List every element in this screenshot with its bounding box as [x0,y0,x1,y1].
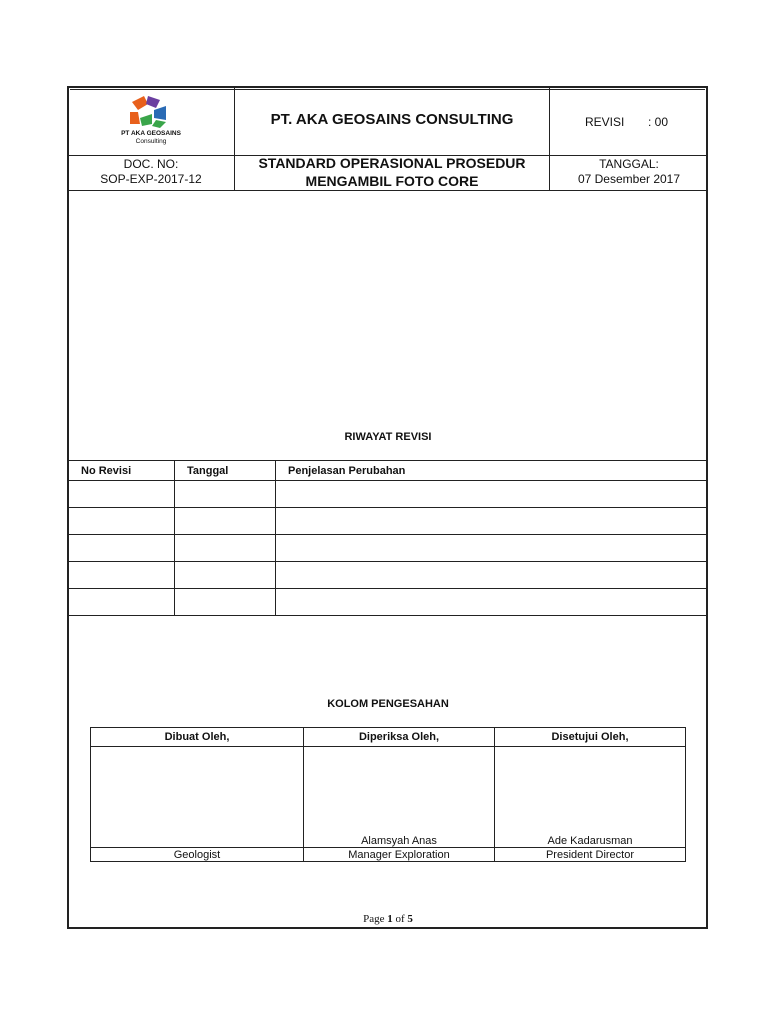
table-cell [276,481,708,508]
approval-header-row [91,728,686,747]
table-cell [175,562,276,589]
table-row [69,562,708,589]
table-cell [175,589,276,616]
frame-inner-line [70,89,705,90]
table-row [69,481,708,508]
table-cell [69,508,175,535]
approval-col-diperiksa: Diperiksa Oleh, [304,728,495,747]
table-cell [69,589,175,616]
date-value: 07 Desember 2017 [577,172,681,186]
approval-table [90,727,686,862]
revision-label: REVISI [585,115,625,129]
page-number [68,913,708,925]
col-header-tanggal: Tanggal [175,461,276,481]
page-total: 5 [407,913,413,925]
role-dibuat: Geologist [91,848,304,862]
logo-text-primary: PT AKA GEOSAINS [121,130,181,137]
document-title-line1: STANDARD OPERASIONAL PROSEDUR [258,155,526,171]
page-prefix: Page [363,913,388,925]
table-row [69,589,708,616]
header-bottom-line [68,190,708,191]
table-row [69,508,708,535]
table-cell [276,535,708,562]
col-header-penjelasan: Penjelasan Perubahan [276,461,708,481]
approval-col-disetujui: Disetujui Oleh, [495,728,686,747]
page-of: of [392,913,408,925]
signature-name-diperiksa: Alamsyah Anas [304,747,495,848]
approval-col-dibuat: Dibuat Oleh, [91,728,304,747]
logo-text-secondary: Consulting [135,138,167,145]
frame-bottom-line [67,927,708,931]
table-cell [276,562,708,589]
table-cell [175,481,276,508]
document-title-line2: MENGAMBIL FOTO CORE [305,173,479,189]
approval-role-row [91,848,686,862]
revision-value: : 00 [648,115,669,129]
col-header-no-revisi: No Revisi [69,461,175,481]
table-cell [175,535,276,562]
role-diperiksa: Manager Exploration [304,848,495,862]
signature-name-dibuat [91,747,304,848]
table-cell [276,508,708,535]
date-label: TANGGAL: [599,157,659,171]
doc-number-label: DOC. NO: [123,157,179,171]
role-disetujui: President Director [495,848,686,862]
revision-history-table [68,460,708,616]
table-cell [175,508,276,535]
revision-history-title: RIWAYAT REVISI [344,431,432,443]
doc-number-value: SOP-EXP-2017-12 [100,172,202,186]
table-cell [69,535,175,562]
table-cell [276,589,708,616]
page-current: 1 [387,913,393,925]
table-cell [69,481,175,508]
approval-signature-row [91,747,686,848]
table-header-row [69,461,708,481]
signature-name-disetujui: Ade Kadarusman [495,747,686,848]
company-name: PT. AKA GEOSAINS CONSULTING [270,111,514,128]
approval-section-title: KOLOM PENGESAHAN [327,698,449,710]
table-cell [69,562,175,589]
table-row [69,535,708,562]
